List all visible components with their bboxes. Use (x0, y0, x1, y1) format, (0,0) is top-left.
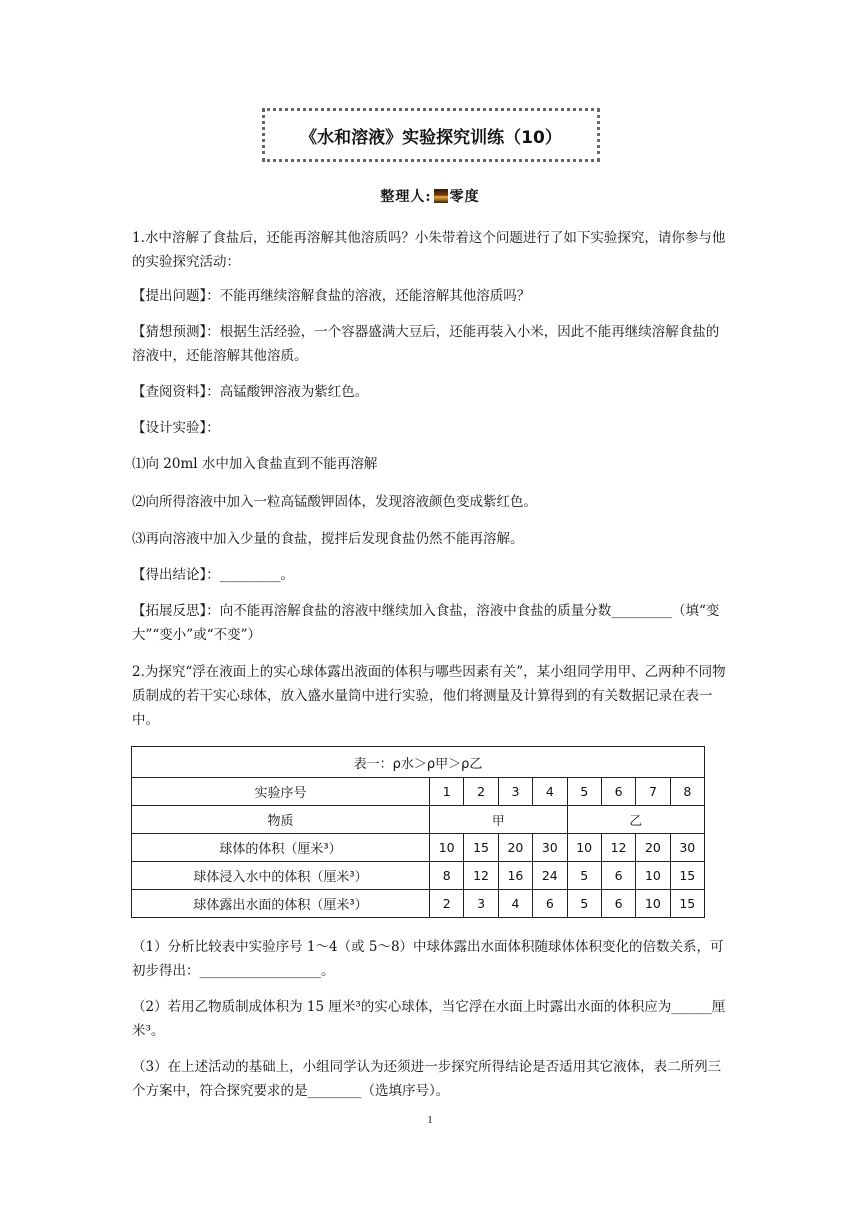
table-cell: 5 (567, 778, 601, 806)
row-label: 物质 (132, 806, 430, 834)
row-label: 实验序号 (132, 778, 430, 806)
table-row (132, 806, 705, 834)
table-cell: 2 (430, 890, 464, 918)
table-caption: 表一：ρ水＞ρ甲＞ρ乙 (132, 747, 705, 778)
table-cell: 6 (601, 778, 635, 806)
table-cell: 10 (636, 862, 670, 890)
q2-intro: 2.为探究“浮在液面上的实心球体露出液面的体积与哪些因素有关”，某小组同学用甲、乙两种不同物质制成的若干实心球体，放入盛水量筒中进行实验，他们将测量及计算得到的有关数据记录在表一中。 (132, 664, 726, 728)
q1-hypothesis: 【猜想预测】：根据生活经验，一个容器盛满大豆后，还能再装入小米，因此不能再继续溶解食盐的溶液中，还能溶解其他溶质。 (132, 324, 720, 364)
table-cell: 2 (464, 778, 498, 806)
q1-reflection: 【拓展反思】：向不能再溶解食盐的溶液中继续加入食盐，溶液中食盐的质量分数_________（填“变大”“变小”或“不变”） (132, 603, 720, 643)
table-row (132, 778, 705, 806)
table-cell: 15 (670, 862, 704, 890)
author-name: 零度 (449, 189, 480, 205)
table-cell: 12 (464, 862, 498, 890)
table-cell: 12 (601, 834, 635, 862)
table-cell: 8 (670, 778, 704, 806)
table-cell: 3 (498, 778, 532, 806)
table-cell: 15 (670, 890, 704, 918)
q1-step2: ⑵向所得溶液中加入一粒高锰酸钾固体，发现溶液颜色变成紫红色。 (132, 494, 537, 510)
table-cell: 20 (498, 834, 532, 862)
q2-sub3: （3）在上述活动的基础上，小组同学认为还须进一步探究所得结论是否适用其它液体，表二所列三个方案中，符合探究要求的是________（选填序号）。 (132, 1059, 722, 1099)
table-cell: 20 (636, 834, 670, 862)
row-label: 球体浸入水中的体积（厘米³） (132, 862, 430, 890)
page-number: 1 (427, 1114, 433, 1126)
table-row (132, 834, 705, 862)
table-cell: 15 (464, 834, 498, 862)
author-prefix: 整理人: (380, 189, 432, 205)
q1-step3: ⑶再向溶液中加入少量的食盐，搅拌后发现食盐仍然不能再溶解。 (132, 531, 524, 547)
table-cell: 6 (533, 890, 567, 918)
q1-question: 【提出问题】：不能再继续溶解食盐的溶液，还能溶解其他溶质吗？ (132, 288, 531, 304)
table-cell: 5 (567, 890, 601, 918)
table-cell: 6 (601, 862, 635, 890)
table-cell: 24 (533, 862, 567, 890)
q1-design: 【设计实验】： (132, 420, 220, 436)
table-cell: 乙 (567, 806, 705, 834)
avatar (434, 189, 448, 203)
author-line (0, 186, 860, 206)
table-cell: 6 (601, 890, 635, 918)
table-cell: 4 (498, 890, 532, 918)
table-cell: 30 (670, 834, 704, 862)
q1-reference: 【查阅资料】：高锰酸钾溶液为紫红色。 (132, 384, 369, 400)
table-cell: 3 (464, 890, 498, 918)
table-cell: 10 (636, 890, 670, 918)
q1-conclusion: 【得出结论】：_________。 (132, 567, 294, 583)
title-box (262, 108, 600, 162)
q1-intro: 1.水中溶解了食盐后，还能再溶解其他溶质吗？小朱带着这个问题进行了如下实验探究，请你参与他的实验探究活动： (132, 230, 726, 270)
row-label: 球体的体积（厘米³） (132, 834, 430, 862)
table-row (132, 862, 705, 890)
q2-sub1: （1）分析比较表中实验序号 1～4（或 5～8）中球体露出水面体积随球体体积变化的倍数关系，可初步得出：__________________。 (132, 939, 724, 979)
table-cell: 4 (533, 778, 567, 806)
document-title: 《水和溶液》实验探究训练（10） (300, 127, 562, 148)
q1-step1: ⑴向 20ml 水中加入食盐直到不能再溶解 (132, 456, 378, 472)
table-cell: 甲 (430, 806, 568, 834)
data-table (131, 746, 705, 918)
q2-sub2: （2）若用乙物质制成体积为 15 厘米³的实心球体，当它浮在水面上时露出水面的体积应为______厘米³。 (132, 999, 726, 1039)
table-cell: 8 (430, 862, 464, 890)
table-row (132, 890, 705, 918)
table-cell: 5 (567, 862, 601, 890)
table-cell: 16 (498, 862, 532, 890)
table-cell: 10 (567, 834, 601, 862)
table-cell: 30 (533, 834, 567, 862)
table-cell: 10 (430, 834, 464, 862)
table-cell: 7 (636, 778, 670, 806)
row-label: 球体露出水面的体积（厘米³） (132, 890, 430, 918)
table-cell: 1 (430, 778, 464, 806)
